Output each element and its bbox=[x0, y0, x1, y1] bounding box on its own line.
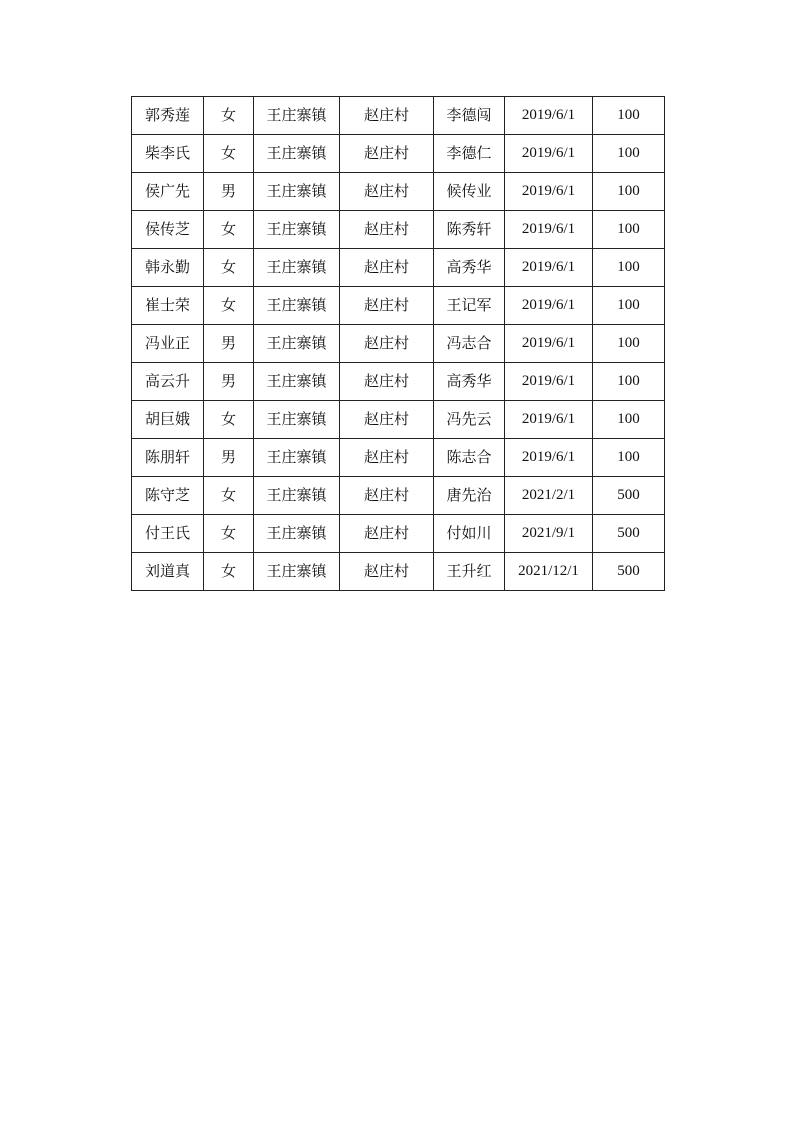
contact-cell: 王升红 bbox=[434, 553, 505, 591]
table-row bbox=[132, 97, 665, 135]
table-row bbox=[132, 363, 665, 401]
contact-cell: 陈志合 bbox=[434, 439, 505, 477]
gender-cell: 男 bbox=[204, 325, 254, 363]
date-cell: 2019/6/1 bbox=[505, 97, 593, 135]
contact-cell: 冯先云 bbox=[434, 401, 505, 439]
name-cell: 陈守芝 bbox=[132, 477, 204, 515]
amount-cell: 500 bbox=[593, 515, 665, 553]
records-table-body bbox=[132, 97, 665, 591]
date-cell: 2021/2/1 bbox=[505, 477, 593, 515]
records-table bbox=[131, 96, 665, 591]
date-cell: 2019/6/1 bbox=[505, 439, 593, 477]
name-cell: 刘道真 bbox=[132, 553, 204, 591]
gender-cell: 女 bbox=[204, 249, 254, 287]
village-cell: 赵庄村 bbox=[340, 363, 434, 401]
gender-cell: 男 bbox=[204, 439, 254, 477]
table-row bbox=[132, 287, 665, 325]
table-row bbox=[132, 439, 665, 477]
date-cell: 2019/6/1 bbox=[505, 135, 593, 173]
town-cell: 王庄寨镇 bbox=[254, 477, 340, 515]
town-cell: 王庄寨镇 bbox=[254, 97, 340, 135]
amount-cell: 100 bbox=[593, 97, 665, 135]
contact-cell: 候传业 bbox=[434, 173, 505, 211]
amount-cell: 100 bbox=[593, 325, 665, 363]
village-cell: 赵庄村 bbox=[340, 477, 434, 515]
gender-cell: 女 bbox=[204, 515, 254, 553]
date-cell: 2021/9/1 bbox=[505, 515, 593, 553]
town-cell: 王庄寨镇 bbox=[254, 325, 340, 363]
table-row bbox=[132, 325, 665, 363]
table-row bbox=[132, 553, 665, 591]
contact-cell: 陈秀轩 bbox=[434, 211, 505, 249]
table-row bbox=[132, 173, 665, 211]
contact-cell: 李德闯 bbox=[434, 97, 505, 135]
name-cell: 崔士荣 bbox=[132, 287, 204, 325]
amount-cell: 500 bbox=[593, 477, 665, 515]
name-cell: 冯业正 bbox=[132, 325, 204, 363]
gender-cell: 女 bbox=[204, 97, 254, 135]
amount-cell: 100 bbox=[593, 287, 665, 325]
table-row bbox=[132, 515, 665, 553]
town-cell: 王庄寨镇 bbox=[254, 249, 340, 287]
name-cell: 高云升 bbox=[132, 363, 204, 401]
gender-cell: 女 bbox=[204, 553, 254, 591]
gender-cell: 男 bbox=[204, 173, 254, 211]
amount-cell: 100 bbox=[593, 401, 665, 439]
date-cell: 2019/6/1 bbox=[505, 325, 593, 363]
name-cell: 郭秀莲 bbox=[132, 97, 204, 135]
town-cell: 王庄寨镇 bbox=[254, 287, 340, 325]
table-row bbox=[132, 135, 665, 173]
contact-cell: 冯志合 bbox=[434, 325, 505, 363]
village-cell: 赵庄村 bbox=[340, 553, 434, 591]
town-cell: 王庄寨镇 bbox=[254, 135, 340, 173]
name-cell: 韩永勤 bbox=[132, 249, 204, 287]
contact-cell: 唐先治 bbox=[434, 477, 505, 515]
date-cell: 2019/6/1 bbox=[505, 287, 593, 325]
gender-cell: 女 bbox=[204, 477, 254, 515]
gender-cell: 男 bbox=[204, 363, 254, 401]
town-cell: 王庄寨镇 bbox=[254, 363, 340, 401]
town-cell: 王庄寨镇 bbox=[254, 173, 340, 211]
amount-cell: 100 bbox=[593, 249, 665, 287]
contact-cell: 王记军 bbox=[434, 287, 505, 325]
amount-cell: 100 bbox=[593, 439, 665, 477]
village-cell: 赵庄村 bbox=[340, 211, 434, 249]
amount-cell: 100 bbox=[593, 363, 665, 401]
contact-cell: 高秀华 bbox=[434, 249, 505, 287]
village-cell: 赵庄村 bbox=[340, 401, 434, 439]
name-cell: 陈朋轩 bbox=[132, 439, 204, 477]
name-cell: 胡巨娥 bbox=[132, 401, 204, 439]
date-cell: 2019/6/1 bbox=[505, 249, 593, 287]
village-cell: 赵庄村 bbox=[340, 515, 434, 553]
date-cell: 2019/6/1 bbox=[505, 211, 593, 249]
town-cell: 王庄寨镇 bbox=[254, 401, 340, 439]
town-cell: 王庄寨镇 bbox=[254, 439, 340, 477]
name-cell: 侯广先 bbox=[132, 173, 204, 211]
date-cell: 2019/6/1 bbox=[505, 363, 593, 401]
village-cell: 赵庄村 bbox=[340, 287, 434, 325]
name-cell: 侯传芝 bbox=[132, 211, 204, 249]
table-row bbox=[132, 401, 665, 439]
gender-cell: 女 bbox=[204, 135, 254, 173]
village-cell: 赵庄村 bbox=[340, 325, 434, 363]
table-row bbox=[132, 211, 665, 249]
town-cell: 王庄寨镇 bbox=[254, 211, 340, 249]
amount-cell: 500 bbox=[593, 553, 665, 591]
date-cell: 2019/6/1 bbox=[505, 173, 593, 211]
name-cell: 付王氏 bbox=[132, 515, 204, 553]
village-cell: 赵庄村 bbox=[340, 135, 434, 173]
contact-cell: 李德仁 bbox=[434, 135, 505, 173]
name-cell: 柴李氏 bbox=[132, 135, 204, 173]
gender-cell: 女 bbox=[204, 287, 254, 325]
village-cell: 赵庄村 bbox=[340, 97, 434, 135]
table-row bbox=[132, 477, 665, 515]
contact-cell: 高秀华 bbox=[434, 363, 505, 401]
amount-cell: 100 bbox=[593, 173, 665, 211]
contact-cell: 付如川 bbox=[434, 515, 505, 553]
amount-cell: 100 bbox=[593, 211, 665, 249]
amount-cell: 100 bbox=[593, 135, 665, 173]
town-cell: 王庄寨镇 bbox=[254, 515, 340, 553]
village-cell: 赵庄村 bbox=[340, 173, 434, 211]
gender-cell: 女 bbox=[204, 211, 254, 249]
village-cell: 赵庄村 bbox=[340, 249, 434, 287]
date-cell: 2021/12/1 bbox=[505, 553, 593, 591]
date-cell: 2019/6/1 bbox=[505, 401, 593, 439]
village-cell: 赵庄村 bbox=[340, 439, 434, 477]
gender-cell: 女 bbox=[204, 401, 254, 439]
town-cell: 王庄寨镇 bbox=[254, 553, 340, 591]
table-row bbox=[132, 249, 665, 287]
